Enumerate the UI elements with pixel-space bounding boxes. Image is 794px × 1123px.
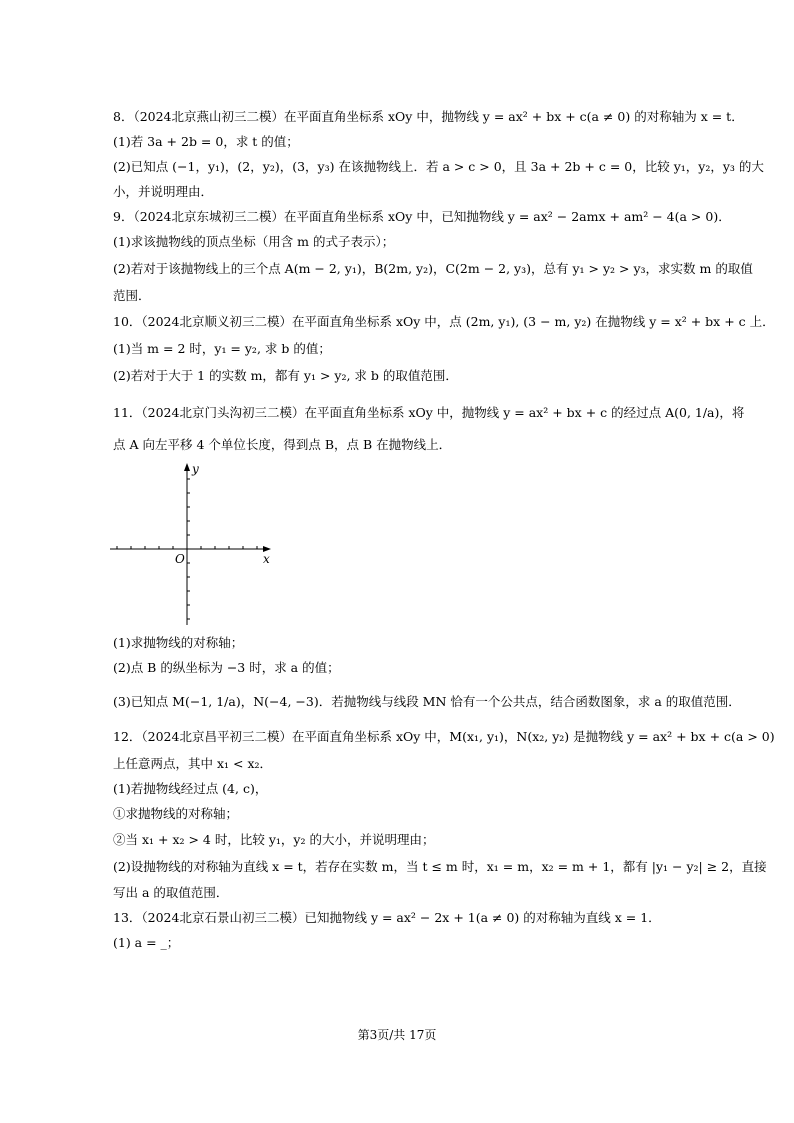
q9-stem: 9．（2024北京东城初三二模）在平面直角坐标系 xOy 中，已知抛物线 y = ax² − 2amx + am² − 4(a > 0)． <box>113 209 731 224</box>
q12-stem: 12．（2024北京昌平初三二模）在平面直角坐标系 xOy 中，M(x₁, y₁)，N(x₂, y₂) 是抛物线 y = ax² + bx + c(a > 0) <box>113 729 775 744</box>
origin-label: O <box>175 552 185 566</box>
q8-part2-line2: 小，并说明理由． <box>113 184 214 199</box>
q10-part1: (1)当 m = 2 时，y₁ = y₂, 求 b 的值； <box>113 341 331 356</box>
q11-part2: (2)点 B 的纵坐标为 −3 时，求 a 的值； <box>113 660 340 675</box>
q12-part1-item2: ②当 x₁ + x₂ > 4 时，比较 y₁，y₂ 的大小，并说明理由； <box>113 832 435 847</box>
q12-part2-line2: 写出 a 的取值范围． <box>113 885 229 900</box>
coordinate-axes-figure <box>108 460 283 630</box>
q13-part1: (1) a = _； <box>113 935 180 950</box>
q12-part1: (1)若抛物线经过点 (4, c)， <box>113 781 268 796</box>
y-axis-label: y <box>192 462 199 476</box>
q11-part1: (1)求抛物线的对称轴； <box>113 635 244 650</box>
q12-stem-line2: 上任意两点，其中 x₁ < x₂． <box>113 756 273 771</box>
q10-part2: (2)若对于大于 1 的实数 m，都有 y₁ > y₂, 求 b 的取值范围． <box>113 368 458 383</box>
q12-part1-item1: ①求抛物线的对称轴； <box>113 806 239 821</box>
page-footer: 第3页/共 17页 <box>357 1028 437 1042</box>
x-axis-label: x <box>263 552 270 566</box>
q11-part3: (3)已知点 M(−1, 1/a)，N(−4, −3)．若抛物线与线段 MN 恰有一个公共点，结合函数图象，求 a 的取值范围． <box>113 694 741 709</box>
q10-stem: 10．（2024北京顺义初三二模）在平面直角坐标系 xOy 中，点 (2m, y₁), (3 − m, y₂) 在抛物线 y = x² + bx + c 上． <box>113 314 775 329</box>
q13-stem: 13．（2024北京石景山初三二模）已知抛物线 y = ax² − 2x + 1(a ≠ 0) 的对称轴为直线 x = 1． <box>113 910 661 925</box>
q12-part2-line1: (2)设抛物线的对称轴为直线 x = t，若存在实数 m，当 t ≤ m 时，x₁ = m，x₂ = m + 1，都有 |y₁ − y₂| ≥ 2，直接 <box>113 859 767 874</box>
q11-stem-line2: 点 A 向左平移 4 个单位长度，得到点 B，点 B 在抛物线上． <box>113 437 452 452</box>
q8-part2-line1: (2)已知点 (−1，y₁)，(2，y₂)，(3，y₃) 在该抛物线上．若 a > c > 0，且 3a + 2b + c = 0，比较 y₁，y₂，y₃ 的大 <box>113 159 764 174</box>
q9-part2-line1: (2)若对于该抛物线上的三个点 A(m − 2, y₁)，B(2m, y₂)，C(2m − 2, y₃)，总有 y₁ > y₂ > y₃，求实数 m 的取值 <box>113 261 753 276</box>
q9-part2-line2: 范围． <box>113 288 151 303</box>
q9-part1: (1)求该抛物线的顶点坐标（用含 m 的式子表示）； <box>113 234 395 249</box>
q8-part1: (1)若 3a + 2b = 0，求 t 的值； <box>113 134 299 149</box>
y-axis-arrow <box>184 463 190 471</box>
q11-stem: 11．（2024北京门头沟初三二模）在平面直角坐标系 xOy 中，抛物线 y = ax² + bx + c 的经过点 A(0, 1/a)，将 <box>113 405 745 420</box>
q8-stem: 8．（2024北京燕山初三二模）在平面直角坐标系 xOy 中，抛物线 y = ax² + bx + c(a ≠ 0) 的对称轴为 x = t． <box>113 109 744 124</box>
